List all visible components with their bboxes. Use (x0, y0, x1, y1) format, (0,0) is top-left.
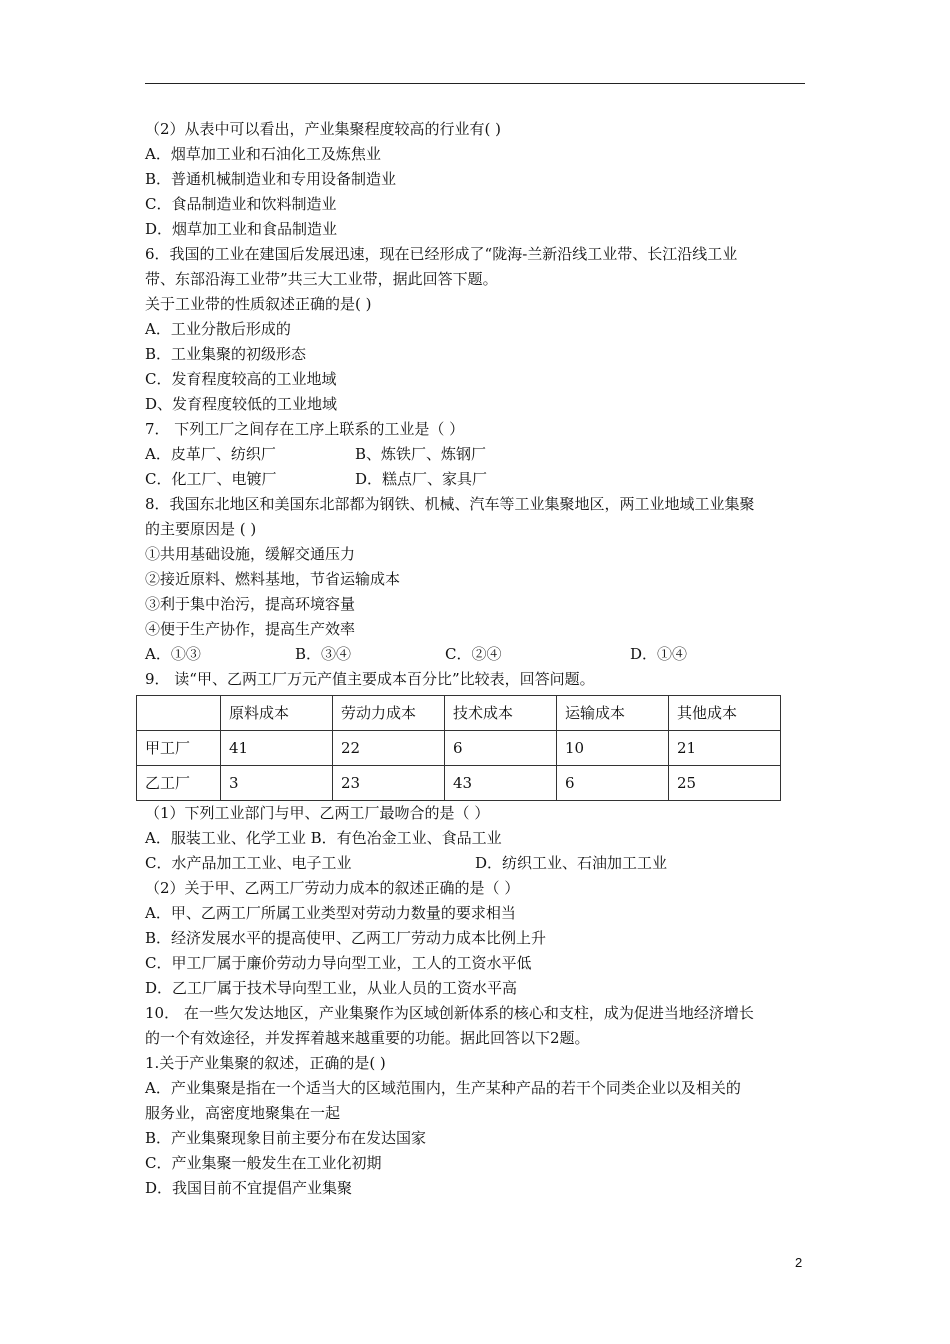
text-line: 带、东部沿海工业带”共三大工业带，据此回答下题。 (145, 270, 498, 288)
text-line: 关于工业带的性质叙述正确的是( ) (145, 295, 372, 313)
option: D．糕点厂、家具厂 (355, 470, 488, 488)
cost-table (136, 695, 781, 801)
text-line: 的一个有效途径，并发挥着越来越重要的功能。据此回答以下2题。 (145, 1029, 590, 1047)
option: B．③④ (295, 645, 352, 663)
question-6: 6．我国的工业在建国后发展迅速，现在已经形成了“陇海-兰新沿线工业带、长江沿线工业 (145, 245, 738, 263)
table-cell: 41 (221, 731, 333, 766)
q7-options-row (145, 467, 815, 492)
text-line: B．普通机械制造业和专用设备制造业 (145, 170, 397, 188)
text-line: ④便于生产协作，提高生产效率 (145, 620, 356, 638)
table-header-cell: 劳动力成本 (333, 696, 445, 731)
q8-options-row (145, 642, 815, 667)
text-line: 的主要原因是 ( ) (145, 520, 257, 538)
text-line: B．工业集聚的初级形态 (145, 345, 307, 363)
table-cell: 甲工厂 (137, 731, 221, 766)
table-cell: 10 (557, 731, 669, 766)
option: D．纺织工业、石油加工工业 (475, 854, 668, 872)
option: A．①③ (145, 645, 201, 663)
text-line: D．烟草加工业和食品制造业 (145, 220, 338, 238)
text-line: D、发育程度较低的工业地域 (145, 395, 338, 413)
text-line: 服务业，高密度地聚集在一起 (145, 1104, 341, 1122)
table-cell: 25 (669, 766, 781, 801)
question-8: 8．我国东北地区和美国东北部都为钢铁、机械、汽车等工业集聚地区，两工业地域工业集聚 (145, 495, 755, 513)
text-line: C．食品制造业和饮料制造业 (145, 195, 337, 213)
q9-options-row (145, 851, 815, 876)
table-header-cell: 其他成本 (669, 696, 781, 731)
text-line: C．产业集聚一般发生在工业化初期 (145, 1154, 382, 1172)
text-line: ③利于集中治污，提高环境容量 (145, 595, 356, 613)
table-cell: 3 (221, 766, 333, 801)
option: D．①④ (630, 645, 688, 663)
question-9: 9． 读“甲、乙两工厂万元产值主要成本百分比”比较表，回答问题。 (145, 670, 595, 688)
table-cell: 乙工厂 (137, 766, 221, 801)
text-line: B．经济发展水平的提高使甲、乙两工厂劳动力成本比例上升 (145, 929, 547, 947)
option: C．化工厂、电镀厂 (145, 470, 277, 488)
table-header-cell (137, 696, 221, 731)
question-10: 10． 在一些欠发达地区，产业集聚作为区域创新体系的核心和支柱，成为促进当地经济增长 (145, 1004, 754, 1022)
table-row (137, 731, 781, 766)
table-header-cell: 技术成本 (445, 696, 557, 731)
table-cell: 21 (669, 731, 781, 766)
table-cell: 43 (445, 766, 557, 801)
question-7: 7． 下列工厂之间存在工序上联系的工业是（ ） (145, 420, 465, 438)
text-line: ①共用基础设施，缓解交通压力 (145, 545, 356, 563)
text-line: D．乙工厂属于技术导向型工业，从业人员的工资水平高 (145, 979, 518, 997)
table-cell: 6 (557, 766, 669, 801)
table-cell: 23 (333, 766, 445, 801)
text-line: C．发育程度较高的工业地域 (145, 370, 337, 388)
table-header-cell: 运输成本 (557, 696, 669, 731)
text-line: （2）关于甲、乙两工厂劳动力成本的叙述正确的是（ ） (145, 879, 520, 897)
table-cell: 6 (445, 731, 557, 766)
document-body (145, 117, 815, 1201)
text-line: C．甲工厂属于廉价劳动力导向型工业，工人的工资水平低 (145, 954, 532, 972)
text-line: A．工业分散后形成的 (145, 320, 291, 338)
option: A．皮革厂、纺织厂 (145, 445, 276, 463)
text-line: A．产业集聚是指在一个适当大的区域范围内，生产某种产品的若干个同类企业以及相关的 (145, 1079, 741, 1097)
text-line: （2）从表中可以看出，产业集聚程度较高的行业有( ) (145, 120, 502, 138)
header-rule (145, 83, 805, 84)
text-line: A．烟草加工业和石油化工及炼焦业 (145, 145, 381, 163)
option: C．水产品加工工业、电子工业 (145, 854, 352, 872)
option: B、炼铁厂、炼钢厂 (355, 445, 487, 463)
text-line: A．甲、乙两工厂所属工业类型对劳动力数量的要求相当 (145, 904, 516, 922)
text-line: D．我国目前不宜提倡产业集聚 (145, 1179, 353, 1197)
text-line: （1）下列工业部门与甲、乙两工厂最吻合的是（ ） (145, 804, 490, 822)
table-row (137, 766, 781, 801)
text-line: 1.关于产业集聚的叙述，正确的是( ) (145, 1054, 386, 1072)
option: C．②④ (445, 645, 502, 663)
text-line: B．产业集聚现象目前主要分布在发达国家 (145, 1129, 427, 1147)
table-header-cell: 原料成本 (221, 696, 333, 731)
text-line: A．服装工业、化学工业 B．有色冶金工业、食品工业 (145, 829, 502, 847)
table-header-row (137, 696, 781, 731)
page-number: 2 (795, 1255, 803, 1270)
text-line: ②接近原料、燃料基地，节省运输成本 (145, 570, 401, 588)
q7-options-row (145, 442, 815, 467)
table-cell: 22 (333, 731, 445, 766)
